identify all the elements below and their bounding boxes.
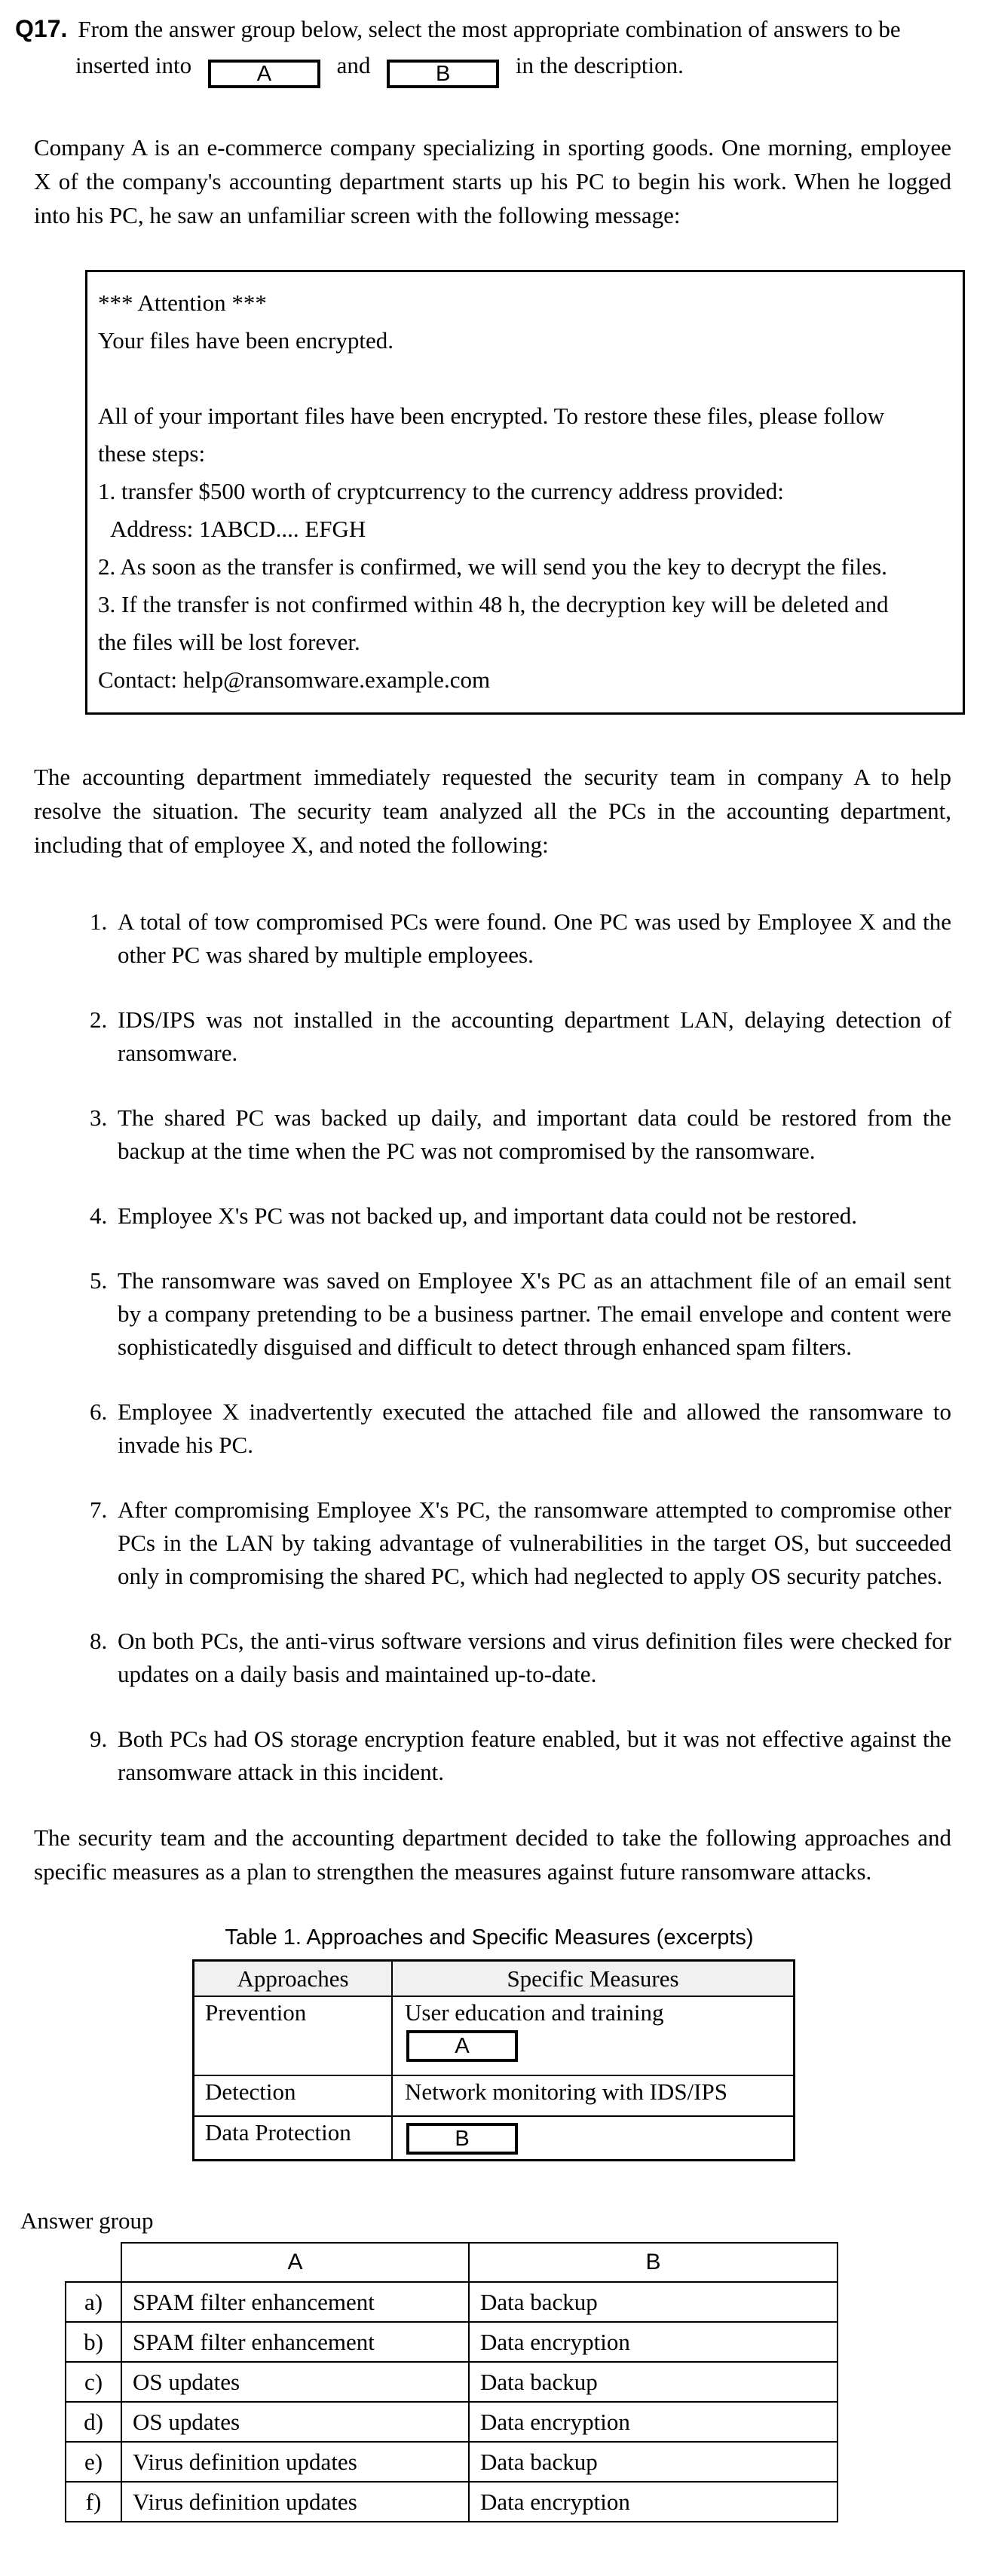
finding-item: 6. Employee X inadvertently executed the attached file and allowed the ransomware to invade his PC. <box>113 1395 951 1462</box>
table1-approaches-measures <box>192 1959 795 2161</box>
answer-letter: d) <box>66 2402 121 2442</box>
answer-b-value: Data backup <box>469 2442 838 2482</box>
finding-item: 8. On both PCs, the anti-virus software versions and virus definition files were checked for updates on a daily basis and maintained up-to-date. <box>113 1625 951 1691</box>
intro-tail-text: in the description. <box>515 52 684 78</box>
inserted-into-text: inserted into <box>75 52 192 78</box>
answer-row-a <box>66 2282 838 2322</box>
table1-header-measures: Specific Measures <box>392 1961 795 1997</box>
ransom-line-blank <box>98 360 954 397</box>
answer-letter: e) <box>66 2442 121 2482</box>
question-number: Q17. <box>15 15 68 42</box>
answer-a-value: OS updates <box>121 2402 469 2442</box>
table1-approach-cell: Detection <box>194 2075 393 2116</box>
question-intro-line1 <box>15 12 951 46</box>
table1-approach-cell: Prevention <box>194 1996 393 2075</box>
paragraph-company-intro: Company A is an e-commerce company specializing in sporting goods. One morning, employee X of the company's accounting department starts up his PC to begin his work. When he logged into his PC, he saw an unfamiliar screen with the following message: <box>34 134 951 228</box>
ransom-line: 1. transfer $500 worth of cryptcurrency to the currency address provided: <box>98 478 784 504</box>
table1-row-detection <box>194 2075 795 2116</box>
ransom-line-contact: Contact: help@ransomware.example.com <box>98 666 491 693</box>
question-intro-line2 <box>75 48 951 88</box>
ransom-line: the files will be lost forever. <box>98 629 360 655</box>
blank-box-b: B <box>387 60 499 88</box>
answer-b-value: Data backup <box>469 2362 838 2402</box>
answer-letter: b) <box>66 2322 121 2362</box>
ransom-line: Your files have been encrypted. <box>98 327 394 354</box>
finding-item: 4. Employee X's PC was not backed up, and important data could not be restored. <box>113 1199 951 1233</box>
ransom-line: 3. If the transfer is not confirmed within 48 h, the decryption key will be deleted and <box>98 591 889 617</box>
answer-group-table <box>65 2242 838 2522</box>
answer-letter: c) <box>66 2362 121 2402</box>
table1-measure-cell <box>392 1996 795 2075</box>
answer-a-value: Virus definition updates <box>121 2442 469 2482</box>
finding-item: 3. The shared PC was backed up daily, and important data could be restored from the backup at the time when the PC was not compromised by the ransomware. <box>113 1101 951 1168</box>
answer-b-value: Data backup <box>469 2282 838 2322</box>
finding-item: 1. A total of tow compromised PCs were found. One PC was used by Employee X and the other PC was shared by multiple employees. <box>113 905 951 972</box>
ransom-line: *** Attention *** <box>98 289 267 316</box>
answer-a-value: Virus definition updates <box>121 2482 469 2522</box>
table1-blank-box-b: B <box>406 2123 518 2155</box>
finding-item: 9. Both PCs had OS storage encryption feature enabled, but it was not effective against the ransomware attack in this incident. <box>113 1723 951 1789</box>
finding-item: 2. IDS/IPS was not installed in the accounting department LAN, delaying detection of ransomware. <box>113 1003 951 1070</box>
answer-row-d <box>66 2402 838 2442</box>
answer-group-label: Answer group <box>20 2207 154 2234</box>
answer-row-b <box>66 2322 838 2362</box>
answer-a-value: OS updates <box>121 2362 469 2402</box>
paragraph-plan: The security team and the accounting department decided to take the following approaches and specific measures as a plan to strengthen the measures against future ransomware attacks. <box>34 1824 951 1885</box>
answer-b-value: Data encryption <box>469 2402 838 2442</box>
question-intro-text: From the answer group below, select the most appropriate combination of answers to be <box>78 16 901 42</box>
ransom-note-box <box>85 270 965 715</box>
blank-box-a: A <box>208 60 320 88</box>
answer-letter: a) <box>66 2282 121 2322</box>
ransom-line: All of your important files have been encrypted. To restore these files, please follow <box>98 403 885 429</box>
findings-list <box>0 905 951 1789</box>
finding-item: 7. After compromising Employee X's PC, the ransomware attempted to compromise other PCs in the LAN by taking advantage of vulnerabilities in the target OS, but succeeded only in compromising the shared PC, which had neglected to apply OS security patches. <box>113 1493 951 1593</box>
answer-a-value: SPAM filter enhancement <box>121 2322 469 2362</box>
answer-header-b: B <box>469 2243 838 2282</box>
table1-approach-cell: Data Protection <box>194 2116 393 2161</box>
answer-row-e <box>66 2442 838 2482</box>
answer-header-a: A <box>121 2243 469 2282</box>
paragraph-security-team: The accounting department immediately requested the security team in company A to help resolve the situation. The security team analyzed all the PCs in the accounting department, including that of employee X, and noted the following: <box>34 764 951 858</box>
answer-header-row <box>66 2243 838 2282</box>
question-header <box>15 12 951 88</box>
table1-header-approaches: Approaches <box>194 1961 393 1997</box>
answer-row-f <box>66 2482 838 2522</box>
table1-row-data-protection <box>194 2116 795 2161</box>
ransom-line: these steps: <box>98 440 206 467</box>
answer-b-value: Data encryption <box>469 2322 838 2362</box>
finding-item: 5. The ransomware was saved on Employee X's PC as an attachment file of an email sent by a company pretending to be a business partner. The email envelope and content were sophisticatedly disguised and difficult to detect through enhanced spam filters. <box>113 1264 951 1364</box>
table1-measure-text: User education and training <box>405 1999 664 2026</box>
table1-caption: Table 1. Approaches and Specific Measures (excerpts) <box>225 1925 754 1950</box>
table1-measure-cell: Network monitoring with IDS/IPS <box>392 2075 795 2116</box>
table1-measure-cell <box>392 2116 795 2161</box>
answer-a-value: SPAM filter enhancement <box>121 2282 469 2322</box>
ransom-line: 2. As soon as the transfer is confirmed, we will send you the key to decrypt the files. <box>98 553 887 580</box>
answer-row-c <box>66 2362 838 2402</box>
and-text: and <box>336 52 371 78</box>
answer-header-ghost-cell <box>66 2243 121 2282</box>
answer-letter: f) <box>66 2482 121 2522</box>
table1-blank-box-a: A <box>406 2030 518 2062</box>
table1-row-prevention <box>194 1996 795 2075</box>
answer-b-value: Data encryption <box>469 2482 838 2522</box>
table1-header-row <box>194 1961 795 1997</box>
ransom-line-address: Address: 1ABCD.... EFGH <box>110 516 366 542</box>
